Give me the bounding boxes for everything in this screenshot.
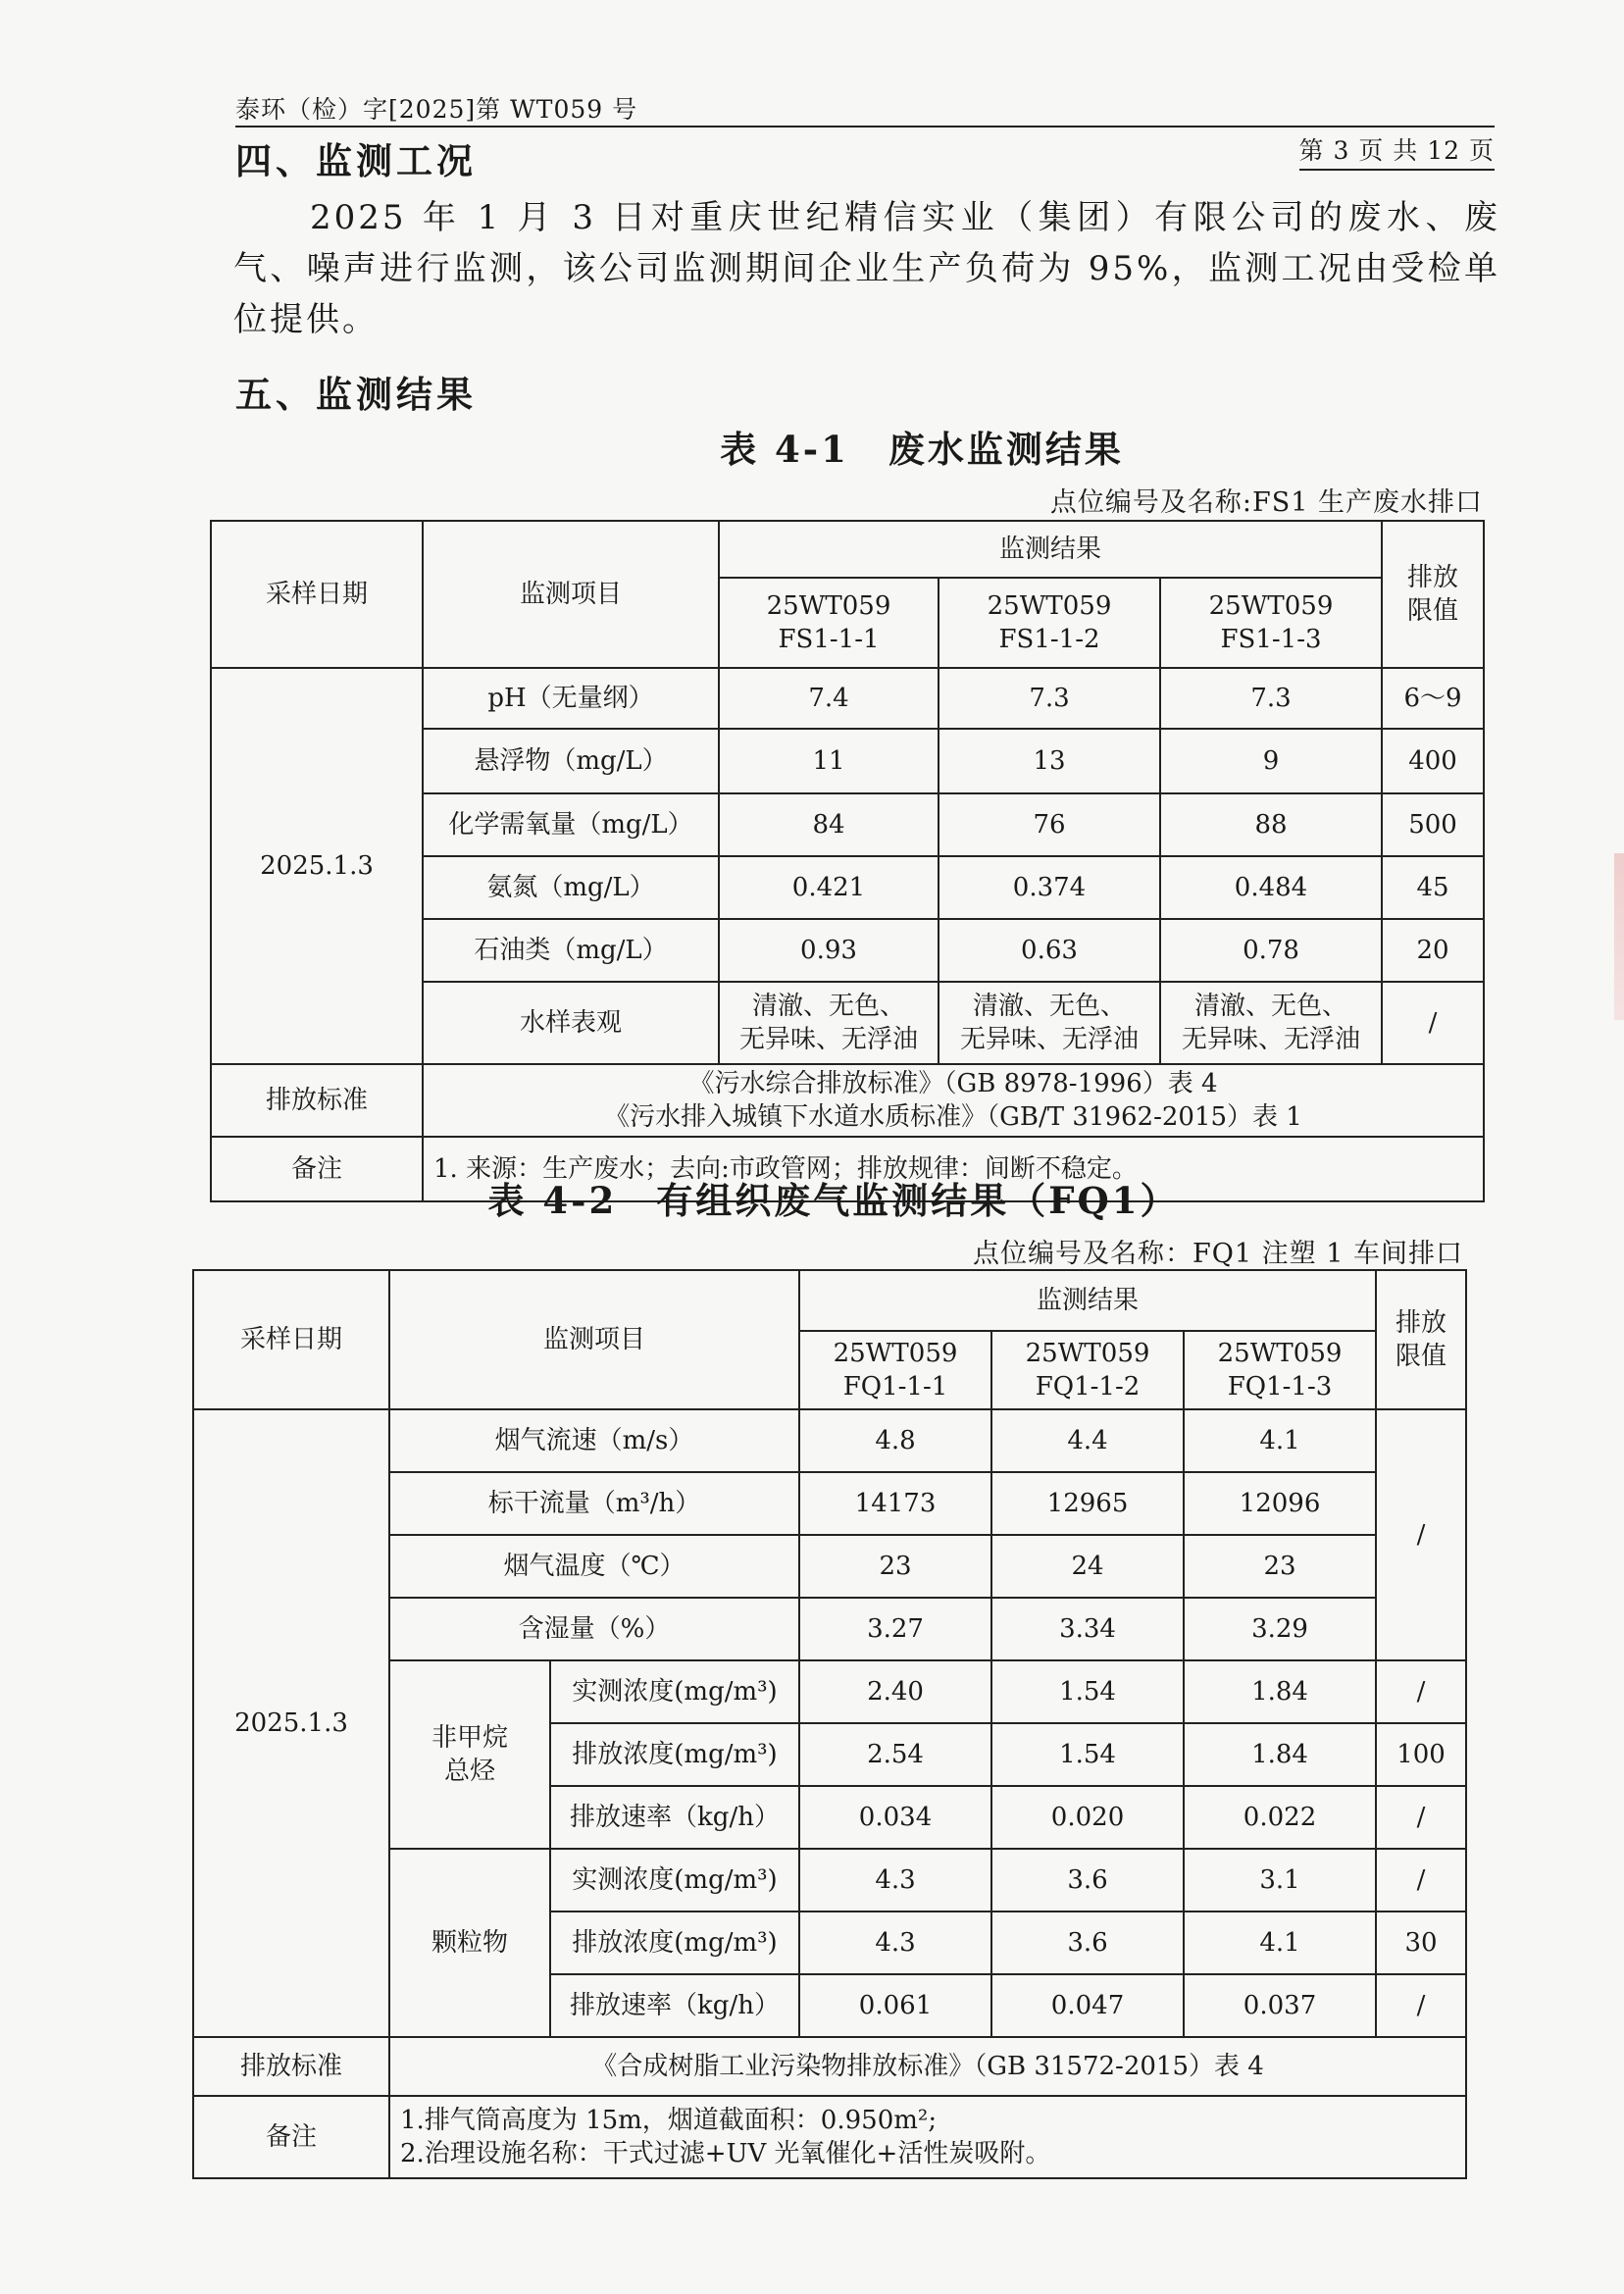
result-value: 4.8 xyxy=(799,1409,991,1472)
page-number: 第 3 页 共 12 页 xyxy=(1299,131,1495,171)
header-emission-limit: 排放限值 xyxy=(1376,1270,1466,1409)
limit-value: 20 xyxy=(1382,919,1484,982)
sampling-date: 2025.1.3 xyxy=(211,668,423,1064)
result-value: 4.3 xyxy=(799,1849,991,1912)
result-value: 0.020 xyxy=(991,1786,1184,1849)
exhaust-gas-table xyxy=(192,1269,1467,2179)
table-row xyxy=(193,1409,1466,1472)
result-value: 0.484 xyxy=(1160,856,1382,919)
standard-row xyxy=(211,1064,1484,1137)
pollutant-group-name: 颗粒物 xyxy=(389,1849,550,2037)
sample-id: 25WT059 FQ1-1-3 xyxy=(1184,1331,1376,1409)
table2-point: 点位编号及名称：FQ1 注塑 1 车间排口 xyxy=(973,1239,1463,1269)
result-value: 清澈、无色、 无异味、无浮油 xyxy=(719,982,939,1064)
result-value: 0.022 xyxy=(1184,1786,1376,1849)
standard-row xyxy=(193,2037,1466,2096)
result-value: 11 xyxy=(719,729,939,793)
item-name: 实测浓度(mg/m³) xyxy=(550,1660,799,1723)
standard-label: 排放标准 xyxy=(211,1064,423,1137)
result-value: 84 xyxy=(719,793,939,856)
limit-value: / xyxy=(1376,1849,1466,1912)
result-value: 2.54 xyxy=(799,1723,991,1786)
table1-point: 点位编号及名称:FS1 生产废水排口 xyxy=(1049,487,1483,518)
header-monitoring-result: 监测结果 xyxy=(799,1270,1376,1331)
header-monitoring-result: 监测结果 xyxy=(719,521,1382,578)
sample-id: 25WT059 FQ1-1-2 xyxy=(991,1331,1184,1409)
item-name: 排放速率（kg/h） xyxy=(550,1786,799,1849)
result-value: 0.78 xyxy=(1160,919,1382,982)
result-value: 清澈、无色、 无异味、无浮油 xyxy=(939,982,1160,1064)
note-label: 备注 xyxy=(211,1137,423,1201)
item-name: 含湿量（%） xyxy=(389,1598,799,1660)
note-text: 1.排气筒高度为 15m，烟道截面积：0.950m²; 2.治理设施名称：干式过滤+UV 光氧催化+活性炭吸附。 xyxy=(389,2096,1466,2178)
limit-value: / xyxy=(1376,1974,1466,2037)
conditions-paragraph: 2025 年 1 月 3 日对重庆世纪精信实业（集团）有限公司的废水、废气、噪声进行监测，该公司监测期间企业生产负荷为 95%，监测工况由受检单位提供。 xyxy=(233,198,1500,339)
header-monitoring-item: 监测项目 xyxy=(423,521,719,668)
result-value: 7.4 xyxy=(719,668,939,729)
sample-id: 25WT059 FS1-1-1 xyxy=(719,578,939,668)
result-value: 3.34 xyxy=(991,1598,1184,1660)
result-value: 76 xyxy=(939,793,1160,856)
result-value: 4.3 xyxy=(799,1912,991,1974)
item-name: 水样表观 xyxy=(423,982,719,1064)
table2-caption: 表 4-2 有组织废气监测结果（FQ1） xyxy=(487,1179,1180,1222)
note-text: 1. 来源：生产废水；去向:市政管网；排放规律：间断不稳定。 xyxy=(423,1137,1484,1201)
result-value: 3.6 xyxy=(991,1912,1184,1974)
limit-value: 100 xyxy=(1376,1723,1466,1786)
header-sampling-date: 采样日期 xyxy=(211,521,423,668)
result-value: 7.3 xyxy=(1160,668,1382,729)
result-value: 12965 xyxy=(991,1472,1184,1535)
result-value: 清澈、无色、 无异味、无浮油 xyxy=(1160,982,1382,1064)
standard-text: 《污水综合排放标准》（GB 8978-1996）表 4 《污水排入城镇下水道水质标准》（GB/T 31962-2015）表 1 xyxy=(423,1064,1484,1137)
limit-value: 6～9 xyxy=(1382,668,1484,729)
note-row xyxy=(193,2096,1466,2178)
result-value: 13 xyxy=(939,729,1160,793)
item-name: 标干流量（m³/h） xyxy=(389,1472,799,1535)
item-name: 烟气温度（℃） xyxy=(389,1535,799,1598)
result-value: 12096 xyxy=(1184,1472,1376,1535)
result-value: 3.27 xyxy=(799,1598,991,1660)
limit-value: 30 xyxy=(1376,1912,1466,1974)
limit-value: 45 xyxy=(1382,856,1484,919)
document-number: 泰环（检）字[2025]第 WT059 号 xyxy=(235,95,638,124)
result-value: 0.037 xyxy=(1184,1974,1376,2037)
item-name: 烟气流速（m/s） xyxy=(389,1409,799,1472)
result-value: 1.84 xyxy=(1184,1660,1376,1723)
table1-caption: 表 4-1 废水监测结果 xyxy=(720,428,1124,471)
result-value: 1.54 xyxy=(991,1660,1184,1723)
limit-value: / xyxy=(1376,1409,1466,1660)
table-row xyxy=(211,668,1484,729)
result-value: 0.421 xyxy=(719,856,939,919)
result-value: 0.93 xyxy=(719,919,939,982)
sample-id: 25WT059 FS1-1-2 xyxy=(939,578,1160,668)
result-value: 88 xyxy=(1160,793,1382,856)
result-value: 4.4 xyxy=(991,1409,1184,1472)
header-emission-limit: 排放限值 xyxy=(1382,521,1484,668)
result-value: 1.54 xyxy=(991,1723,1184,1786)
wastewater-table xyxy=(210,520,1485,1202)
result-value: 2.40 xyxy=(799,1660,991,1723)
result-value: 23 xyxy=(799,1535,991,1598)
limit-value: 400 xyxy=(1382,729,1484,793)
result-value: 3.1 xyxy=(1184,1849,1376,1912)
result-value: 0.63 xyxy=(939,919,1160,982)
result-value: 3.6 xyxy=(991,1849,1184,1912)
result-value: 14173 xyxy=(799,1472,991,1535)
sample-id: 25WT059 FQ1-1-1 xyxy=(799,1331,991,1409)
result-value: 4.1 xyxy=(1184,1912,1376,1974)
standard-text: 《合成树脂工业污染物排放标准》（GB 31572-2015）表 4 xyxy=(389,2037,1466,2096)
sampling-date: 2025.1.3 xyxy=(193,1409,389,2037)
item-name: 氨氮（mg/L） xyxy=(423,856,719,919)
item-name: 实测浓度(mg/m³) xyxy=(550,1849,799,1912)
result-value: 7.3 xyxy=(939,668,1160,729)
limit-value: 500 xyxy=(1382,793,1484,856)
result-value: 23 xyxy=(1184,1535,1376,1598)
section-title-results: 五、监测结果 xyxy=(235,373,477,416)
note-label: 备注 xyxy=(193,2096,389,2178)
item-name: 排放浓度(mg/m³) xyxy=(550,1723,799,1786)
section-title-conditions: 四、监测工况 xyxy=(235,139,477,182)
result-value: 0.047 xyxy=(991,1974,1184,2037)
header-monitoring-item: 监测项目 xyxy=(389,1270,799,1409)
result-value: 24 xyxy=(991,1535,1184,1598)
result-value: 1.84 xyxy=(1184,1723,1376,1786)
header-sampling-date: 采样日期 xyxy=(193,1270,389,1409)
result-value: 3.29 xyxy=(1184,1598,1376,1660)
item-name: 化学需氧量（mg/L） xyxy=(423,793,719,856)
result-value: 9 xyxy=(1160,729,1382,793)
result-value: 0.374 xyxy=(939,856,1160,919)
item-name: 石油类（mg/L） xyxy=(423,919,719,982)
limit-value: / xyxy=(1376,1786,1466,1849)
item-name: 悬浮物（mg/L） xyxy=(423,729,719,793)
standard-label: 排放标准 xyxy=(193,2037,389,2096)
item-name: 排放浓度(mg/m³) xyxy=(550,1912,799,1974)
result-value: 0.034 xyxy=(799,1786,991,1849)
limit-value: / xyxy=(1376,1660,1466,1723)
header-rule xyxy=(235,126,1495,127)
pollutant-group-name: 非甲烷 总烃 xyxy=(389,1660,550,1849)
item-name: pH（无量纲） xyxy=(423,668,719,729)
result-value: 4.1 xyxy=(1184,1409,1376,1472)
sample-id: 25WT059 FS1-1-3 xyxy=(1160,578,1382,668)
limit-value: / xyxy=(1382,982,1484,1064)
seal-edge-mark xyxy=(1614,853,1624,1020)
result-value: 0.061 xyxy=(799,1974,991,2037)
item-name: 排放速率（kg/h） xyxy=(550,1974,799,2037)
